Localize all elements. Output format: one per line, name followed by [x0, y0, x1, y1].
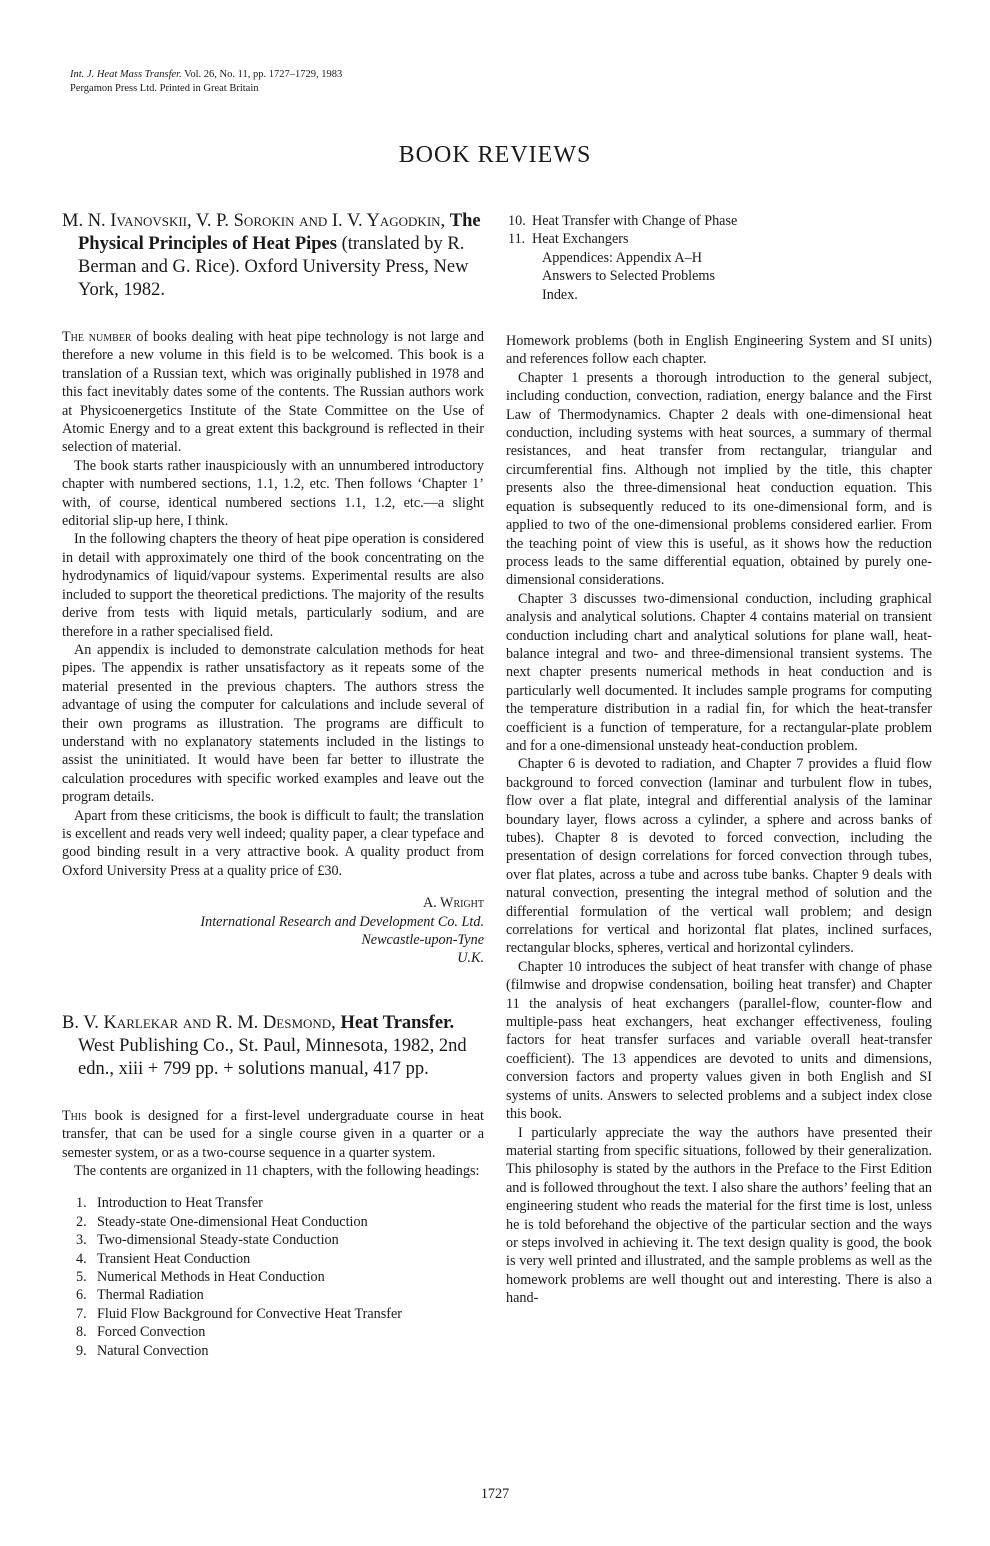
- chapter-title: Thermal Radiation: [97, 1287, 204, 1304]
- list-item: [508, 212, 932, 230]
- chapter-title: Forced Convection: [97, 1324, 206, 1341]
- review1-paragraph: [62, 328, 484, 457]
- right-column: [506, 200, 932, 1308]
- list-item: [76, 1342, 484, 1360]
- reviewer-city: Newcastle-upon-Tyne: [361, 932, 484, 948]
- chapter-number: 9.: [76, 1342, 87, 1359]
- list-item: [76, 1323, 484, 1341]
- review2-paragraph: I particularly appreciate the way the authors have presented their material starting from specific situations, followed by their generalization. This philosophy is stated by the authors in the Preface to the First Edition and is followed throughout the text. I also share the authors’ feeling that an engineering student who reads the material for the first time is lost, unless he is told beforehand the objective of the particular section and the ways or steps involved in achieving it. The text design quality is good, the book is very well printed and illustrated, and the sample problems as well as the homework problems are well thought out and interesting. There is also a hand-: [506, 1124, 932, 1307]
- review1-paragraph: The book starts rather inauspiciously with an unnumbered introductory chapter with numbered sections, 1.1, 1.2, etc. Then follows ‘Chapter 1’ with, of course, identical numbered sections 1.1, 1.2, etc.—a slight editorial slip-up here, I think.: [62, 457, 484, 530]
- chapter-number: 7.: [76, 1305, 87, 1322]
- review2-paragraph: Chapter 10 introduces the subject of heat transfer with change of phase (filmwise and dropwise condensation, boiling heat transfer) and Chapter 11 the analysis of heat exchangers (parallel-flow, counter-flow and multiple-pass heat exchangers, heat exchanger effectiveness, fouling factors for heat transfer surfaces and variable overall heat-transfer coefficient). The 13 appendices are devoted to units and dimensions, conversion factors and property values given in both English and SI systems of units. Answers to selected problems and a subject index close this book.: [506, 958, 932, 1123]
- list-item: [76, 1250, 484, 1268]
- chapter-list: [62, 1194, 484, 1360]
- appendix-list: [506, 249, 932, 304]
- reviewer-country: U.K.: [457, 950, 484, 967]
- review1-body: [62, 328, 484, 880]
- review1-paragraph: Apart from these criticisms, the book is difficult to fault; the translation is excellent and reads very well indeed; quality paper, a clear typeface and good binding result in a very attractive book. A quality product from Oxford University Press at a quality price of £30.: [62, 807, 484, 879]
- chapter-number: 10.: [508, 213, 526, 229]
- page-number: 1727: [480, 1486, 510, 1502]
- review2-paragraph: [62, 1107, 484, 1162]
- chapter-title: Steady-state One-dimensional Heat Conduction: [97, 1213, 368, 1230]
- list-item: [76, 1231, 484, 1249]
- review2-paragraph: Chapter 6 is devoted to radiation, and Chapter 7 provides a fluid flow background to forced convection (laminar and turbulent flow in tubes, flow over a flat plate, integral and differential analysis of the laminar boundary layer, flows across a cylinder, a sphere and across banks of tubes). Chapter 8 is devoted to forced convection, including the presentation of design correlations for forced convection through tubes, over flat plates, across a tube and across tube banks. Chapter 9 deals with natural convection, presenting the integral method of solution and the differential formulation of the vertical wall problem; and design correlations for vertical and horizontal flat plates, inclined surfaces, rectangular blocks, spheres, vertical and horizontal cylinders.: [506, 756, 932, 957]
- volume-info: Vol. 26, No. 11, pp. 1727–1729, 1983: [184, 69, 343, 80]
- list-item: Index.: [542, 286, 578, 303]
- chapter-number: 8.: [76, 1324, 87, 1341]
- list-item: [76, 1268, 484, 1286]
- review2-authors: B. V. Karlekar and R. M. Desmond,: [62, 1012, 336, 1033]
- review1-paragraph-text: of books dealing with heat pipe technology is not large and therefore a new volume in this field is to be welcomed. This book is a translation of a Russian text, which was originally published in 1978 and this fact inevitably dates some of the contents. The Russian authors work at Physicoenergetics Institute of the State Committee on the Use of Atomic Energy and to a great extent this background is reflected in their selection of material.: [62, 329, 485, 456]
- review1-book-title: The Physical Principles of Heat Pipes: [78, 211, 481, 254]
- left-column: [62, 200, 484, 1360]
- reviewer-name: A. Wright: [422, 895, 484, 912]
- chapter-title: Heat Exchangers: [532, 231, 629, 248]
- list-item: [76, 1213, 484, 1231]
- review1-authors: M. N. Ivanovskii, V. P. Sorokin and I. V. Yagodkin,: [62, 211, 446, 231]
- review2-paragraph: Chapter 3 discusses two-dimensional conduction, including graphical analysis and analytical solutions. Chapter 4 contains material on transient conduction including chart and analytical solutions for plane wall, heat-balance integral and two- and three-dimensional transient systems. The next chapter presents numerical methods in heat conduction and is particularly well documented. It includes sample programs for computing the temperature distribution in a radial fin, for which the heat-transfer coefficient is a function of temperature, for a rectangular-plate problem and for a one-dimensional unsteady heat-conduction problem.: [506, 590, 932, 754]
- chapter-title: Fluid Flow Background for Convective Heat Transfer: [97, 1305, 402, 1322]
- review1-paragraph: An appendix is included to demonstrate calculation methods for heat pipes. The appendix is rather unsatisfactory as it repeats some of the material presented in the previous chapters. The authors stress the advantage of using the computer for calculations and include several of their own programs as illustration. The programs are difficult to understand with no explanatory statements included in the listings to assist the uninitiated. It would have been far better to illustrate the calculation procedures with specific worked examples and leave out the program details.: [62, 641, 484, 806]
- list-item: [76, 1194, 484, 1212]
- list-item: [76, 1305, 484, 1323]
- review2-citation: [62, 1012, 484, 1081]
- chapter-title: Transient Heat Conduction: [97, 1250, 251, 1267]
- list-item: Appendices: Appendix A–H: [542, 249, 702, 266]
- list-item: [508, 230, 932, 248]
- page-title: BOOK REVIEWS: [398, 142, 592, 168]
- review2-body: [62, 1107, 484, 1181]
- journal-header: [70, 68, 342, 96]
- journal-citation-line: [70, 68, 342, 82]
- list-item: [76, 1286, 484, 1304]
- chapter-number: 3.: [76, 1232, 87, 1249]
- reviewer-affiliation: International Research and Development Co. Ltd.: [200, 913, 484, 930]
- chapter-title: Natural Convection: [97, 1342, 209, 1359]
- review2-body-continued: [506, 332, 932, 1308]
- chapter-title: Heat Transfer with Change of Phase: [532, 213, 738, 229]
- review1-paragraph: In the following chapters the theory of heat pipe operation is considered in detail with approximately one third of the book concentrating on the hydrodynamics of liquid/vapour systems. Experimental results are also included to support the theoretical predictions. The majority of the results derive from tests with liquid metals, particularly sodium, and are therefore in a rather specialised field.: [62, 531, 484, 640]
- chapter-number: 2.: [76, 1213, 87, 1230]
- chapter-number: 11.: [508, 231, 526, 248]
- chapter-number: 4.: [76, 1250, 87, 1267]
- review1-signature: [62, 894, 484, 968]
- review2-paragraph: Chapter 1 presents a thorough introduction to the general subject, including conduction, convection, radiation, energy balance and the First Law of Thermodynamics. Chapter 2 deals with one-dimensional heat conduction, including systems with heat sources, a summary of thermal resistances, and heat transfer from rectangular, triangular and circumferential fins. Although not implied by the title, this chapter presents also the three-dimensional heat conduction equation. This equation is subsequently reduced to its one-dimensional form, and is applied to two of the one-dimensional problems considered earlier. From the teaching point of view this is useful, as it shows how the reduction process leads to the same differential equation, obtained by purely one-dimensional considerations.: [506, 369, 932, 589]
- review2-paragraph: The contents are organized in 11 chapters, with the following headings:: [74, 1163, 480, 1180]
- review2-publication: West Publishing Co., St. Paul, Minnesota, 1982, 2nd edn., xiii + 799 pp. + solutions manual, 417 pp.: [78, 1035, 467, 1079]
- chapter-number: 5.: [76, 1269, 87, 1286]
- review1-citation: [62, 210, 484, 302]
- chapter-title: Introduction to Heat Transfer: [97, 1195, 263, 1212]
- chapter-number: 6.: [76, 1287, 87, 1304]
- review1-publication: (translated by R. Berman and G. Rice). Oxford University Press, New York, 1982.: [78, 234, 469, 300]
- chapter-title: Two-dimensional Steady-state Conduction: [97, 1232, 339, 1249]
- review2-lead: This: [62, 1107, 87, 1124]
- chapter-title: Numerical Methods in Heat Conduction: [97, 1269, 325, 1286]
- review2-book-title: Heat Transfer.: [340, 1012, 455, 1033]
- review2-paragraph: Homework problems (both in English Engineering System and SI units) and references follow each chapter.: [506, 333, 932, 368]
- printer-line: Pergamon Press Ltd. Printed in Great Britain: [70, 83, 259, 94]
- review1-lead: The number: [62, 329, 132, 345]
- list-item: Answers to Selected Problems: [542, 268, 715, 285]
- chapter-number: 1.: [76, 1195, 87, 1212]
- journal-name: Int. J. Heat Mass Transfer.: [70, 69, 182, 80]
- chapter-list-continued: [506, 212, 932, 249]
- review2-paragraph-text: book is designed for a first-level undergraduate course in heat transfer, that can be used for a single course given in a quarter or a semester system, or as a two-course sequence in a quarter system.: [62, 1107, 484, 1161]
